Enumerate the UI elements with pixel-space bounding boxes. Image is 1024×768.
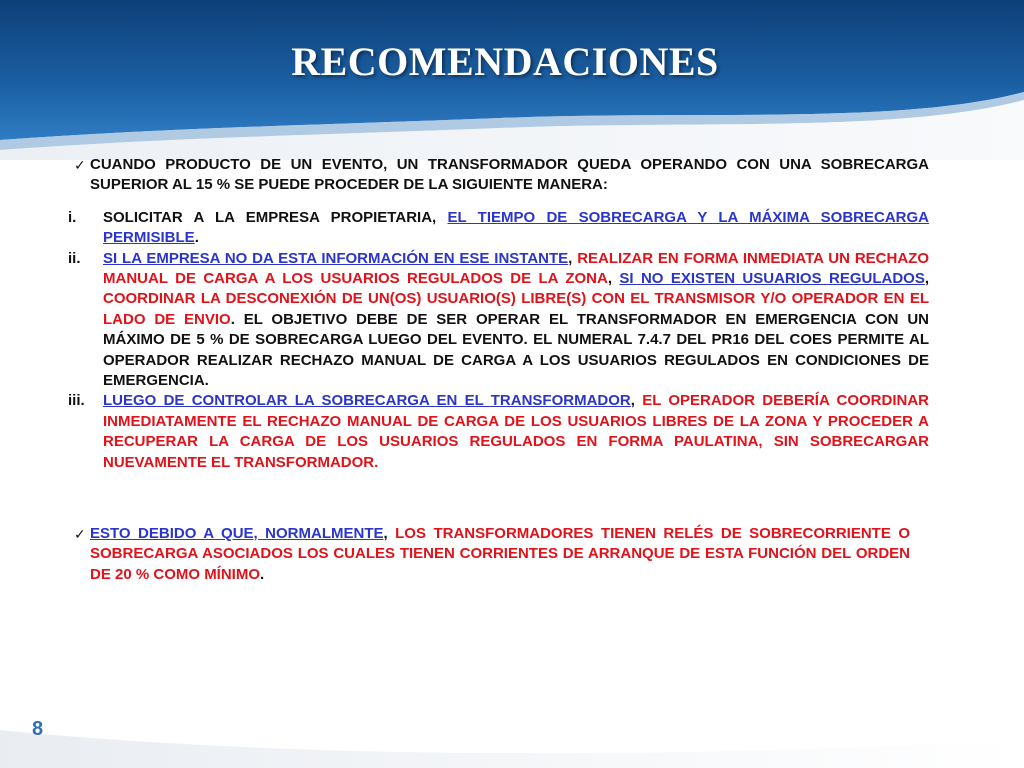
step-number: iii. (68, 392, 85, 410)
step-ii-sep: , (924, 270, 929, 288)
closing-content (74, 524, 910, 585)
closing-bullet (74, 524, 910, 585)
closing-end: . (260, 565, 265, 583)
step-number: i. (68, 208, 77, 226)
intro-text: CUANDO PRODUCTO DE UN EVENTO, UN TRANSFORMADOR QUEDA OPERANDO CON UNA SOBRECARGA SUPERIOR AL 15 % SE PUEDE PROCEDER DE LA SIGUIENTE MANERA: (90, 156, 929, 194)
step-ii-sep: , (568, 249, 578, 267)
step-i-link: EL TIEMPO DE SOBRECARGA Y LA MÁXIMA SOBRECARGA PERMISIBLE (103, 208, 929, 247)
slide-title: RECOMENDACIONES (291, 39, 719, 84)
page-number: 8 (32, 718, 44, 740)
checkmark-icon: ✓ (74, 157, 86, 173)
header-banner (0, 0, 1024, 160)
step-iii (68, 391, 929, 473)
steps-list (68, 208, 929, 473)
closing-link: ESTO DEBIDO A QUE, NORMALMENTE (90, 525, 384, 542)
step-ii-text: . EL OBJETIVO DEBE DE SER OPERAR EL TRANSFORMADOR EN EMERGENCIA CON UN MÁXIMO DE 5 % DE SOBRECARGA LUEGO DEL EVENTO. EL NUMERAL 7.4.7 DEL PR16 DEL COES PERMITE AL OPERADOR REALIZAR RECHAZO MANUAL DE CARGA A LOS USUARIOS REGULADOS EN CONDICIONES DE EMERGENCIA. (103, 310, 929, 390)
intro-bullet (74, 155, 929, 196)
step-iii-red: EL OPERADOR DEBERÍA COORDINAR INMEDIATAMENTE EL RECHAZO MANUAL DE CARGA DE LOS USUARIOS LIBRES DE LA ZONA Y PROCEDER A RECUPERAR LA CARGA DE LOS USUARIOS REGULADOS EN FORMA PAULATINA, SIN SOBRECARGAR NUEVAMENTE EL TRANSFORMADOR. (103, 392, 929, 471)
step-ii-link-1: SI LA EMPRESA NO DA ESTA INFORMACIÓN EN ESE INSTANTE (103, 249, 569, 267)
step-number: ii. (68, 249, 81, 267)
step-ii-red-1: REALIZAR EN FORMA INMEDIATA UN RECHAZO MANUAL DE CARGA A LOS USUARIOS REGULADOS DE LA ZONA (103, 249, 929, 288)
step-ii (68, 249, 929, 392)
step-iii-link: LUEGO DE CONTROLAR LA SOBRECARGA EN EL TRANSFORMADOR (103, 392, 631, 410)
step-i-end: . (194, 229, 199, 247)
step-i-text: SOLICITAR A LA EMPRESA PROPIETARIA, (103, 208, 448, 226)
step-i (68, 208, 929, 249)
checkmark-icon: ✓ (74, 526, 86, 542)
closing-sep: , (383, 525, 396, 542)
step-ii-red-2: COORDINAR LA DESCONEXIÓN DE UN(OS) USUARIO(S) LIBRE(S) CON EL TRANSMISOR Y/O OPERADOR EN EL LADO DE ENVIO (103, 290, 929, 328)
body-content (68, 155, 929, 473)
footer-decoration (0, 700, 1024, 768)
step-ii-sep: , (607, 270, 620, 288)
step-ii-link-2: SI NO EXISTEN USUARIOS REGULADOS (619, 270, 925, 288)
step-iii-sep: , (630, 392, 643, 410)
closing-red: LOS TRANSFORMADORES TIENEN RELÉS DE SOBRECORRIENTE O SOBRECARGA ASOCIADOS LOS CUALES TIENEN CORRIENTES DE ARRANQUE DE ESTA FUNCIÓN DEL ORDEN DE 20 % COMO MÍNIMO (90, 525, 910, 583)
